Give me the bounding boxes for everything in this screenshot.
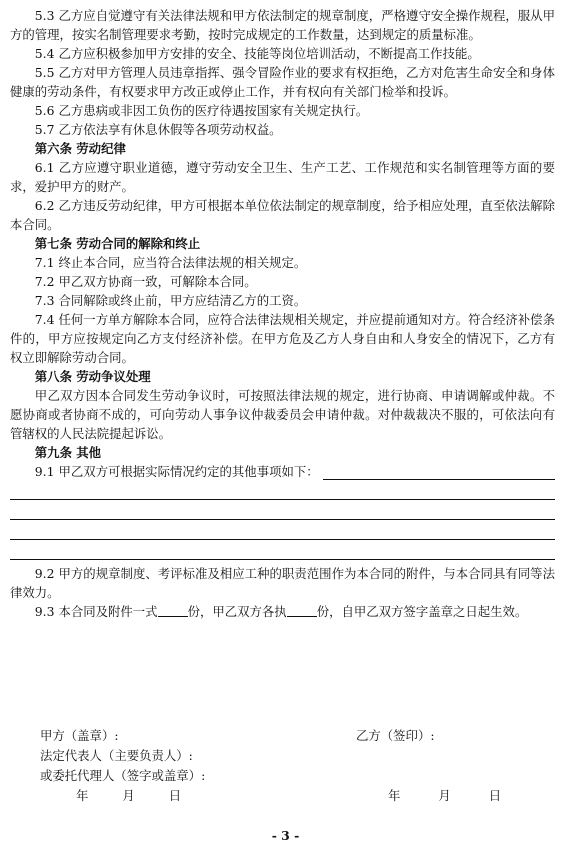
clause-9-3-part-c: 份，自甲乙双方签字盖章之日起生效。 (316, 604, 528, 619)
blank-line-1[interactable] (10, 480, 555, 500)
page-number: - 3 - (271, 828, 300, 843)
blank-line-3[interactable] (10, 520, 555, 540)
copies-each-blank[interactable] (287, 604, 317, 617)
party-a-date (76, 786, 181, 804)
party-a-seal: 甲方（盖章）: (40, 728, 119, 743)
article-8-heading: 第八条 劳动争议处理 (34, 369, 151, 384)
clause-9-1-row (10, 462, 555, 480)
clause-9-3 (10, 602, 555, 621)
clause-9-2: 9.2 甲方的规章制度、考评标准及相应工种的职责范围作为本合同的附件，与本合同具有同等法律效力。 (10, 566, 555, 600)
clause-8: 甲乙双方因本合同发生劳动争议时，可按照法律法规的规定，进行协商、申请调解或仲裁。不愿协商或者协商不成的，可向劳动人事争议仲裁委员会申请仲裁。对仲裁裁决不服的，可依法向有管辖权的人民法院提起诉讼。 (10, 388, 555, 441)
article-9-heading: 第九条 其他 (34, 445, 102, 460)
authorized-agent: 或委托代理人（签字或盖章）: (40, 768, 206, 783)
party-b-date (388, 786, 501, 804)
clause-5-3: 5.3 乙方应自觉遵守有关法律法规和甲方依法制定的规章制度，严格遵守安全操作规程，服从甲方的管理，按实名制管理要求考勤，按时完成规定的工作数量，达到规定的质量标准。 (10, 8, 555, 42)
blank-line-4[interactable] (10, 540, 555, 560)
year-label: 年 (76, 788, 89, 803)
clause-5-4: 5.4 乙方应积极参加甲方安排的安全、技能等岗位培训活动，不断提高工作技能。 (34, 46, 480, 61)
clause-6-2: 6.2 乙方违反劳动纪律，甲方可根据本单位依法制定的规章制度，给予相应处理，直至依法解除本合同。 (10, 198, 555, 232)
article-7-heading: 第七条 劳动合同的解除和终止 (34, 236, 201, 251)
signature-block (10, 726, 555, 806)
clause-5-5: 5.5 乙方对甲方管理人员违章指挥、强令冒险作业的要求有权拒绝，乙方对危害生命安全和身体健康的劳动条件，有权要求甲方改正或停止工作，并有权向有关部门检举和投诉。 (10, 65, 555, 99)
clause-9-3-part-b: 份，甲乙双方各执 (187, 604, 287, 619)
clause-9-1: 9.1 甲乙双方可根据实际情况约定的其他事项如下： (34, 464, 319, 479)
clause-7-4: 7.4 任何一方单方解除本合同，应符合法律法规相关规定，并应提前通知对方。符合经济补偿条件的，甲方应按规定向乙方支付经济补偿。在甲方危及乙方人身自由和人身安全的情况下，乙方有权立即解除劳动合同。 (10, 312, 555, 365)
party-b-signature: 乙方（签印）: (356, 728, 435, 743)
clause-5-6: 5.6 乙方患病或非因工负伤的医疗待遇按国家有关规定执行。 (34, 103, 369, 118)
clause-7-3: 7.3 合同解除或终止前，甲方应结清乙方的工资。 (34, 293, 307, 308)
copies-total-blank[interactable] (158, 604, 188, 617)
legal-representative: 法定代表人（主要负责人）: (40, 748, 193, 763)
clause-7-1: 7.1 终止本合同，应当符合法律法规的相关规定。 (34, 255, 307, 270)
clause-9-3-part-a: 9.3 本合同及附件一式 (34, 604, 158, 619)
clause-7-2: 7.2 甲乙双方协商一致，可解除本合同。 (34, 274, 257, 289)
article-6-heading: 第六条 劳动纪律 (34, 141, 126, 156)
month-label: 月 (122, 788, 135, 803)
clause-6-1: 6.1 乙方应遵守职业道德，遵守劳动安全卫生、生产工艺、工作规范和实名制管理等方面的要求，爱护甲方的财产。 (10, 160, 555, 194)
day-label: 日 (168, 788, 182, 803)
fill-in-line[interactable] (323, 465, 555, 480)
contract-page (10, 6, 555, 803)
day-label: 日 (488, 788, 502, 803)
year-label: 年 (388, 788, 401, 803)
month-label: 月 (438, 788, 451, 803)
clause-5-7: 5.7 乙方依法享有休息休假等各项劳动权益。 (34, 122, 282, 137)
blank-line-2[interactable] (10, 500, 555, 520)
